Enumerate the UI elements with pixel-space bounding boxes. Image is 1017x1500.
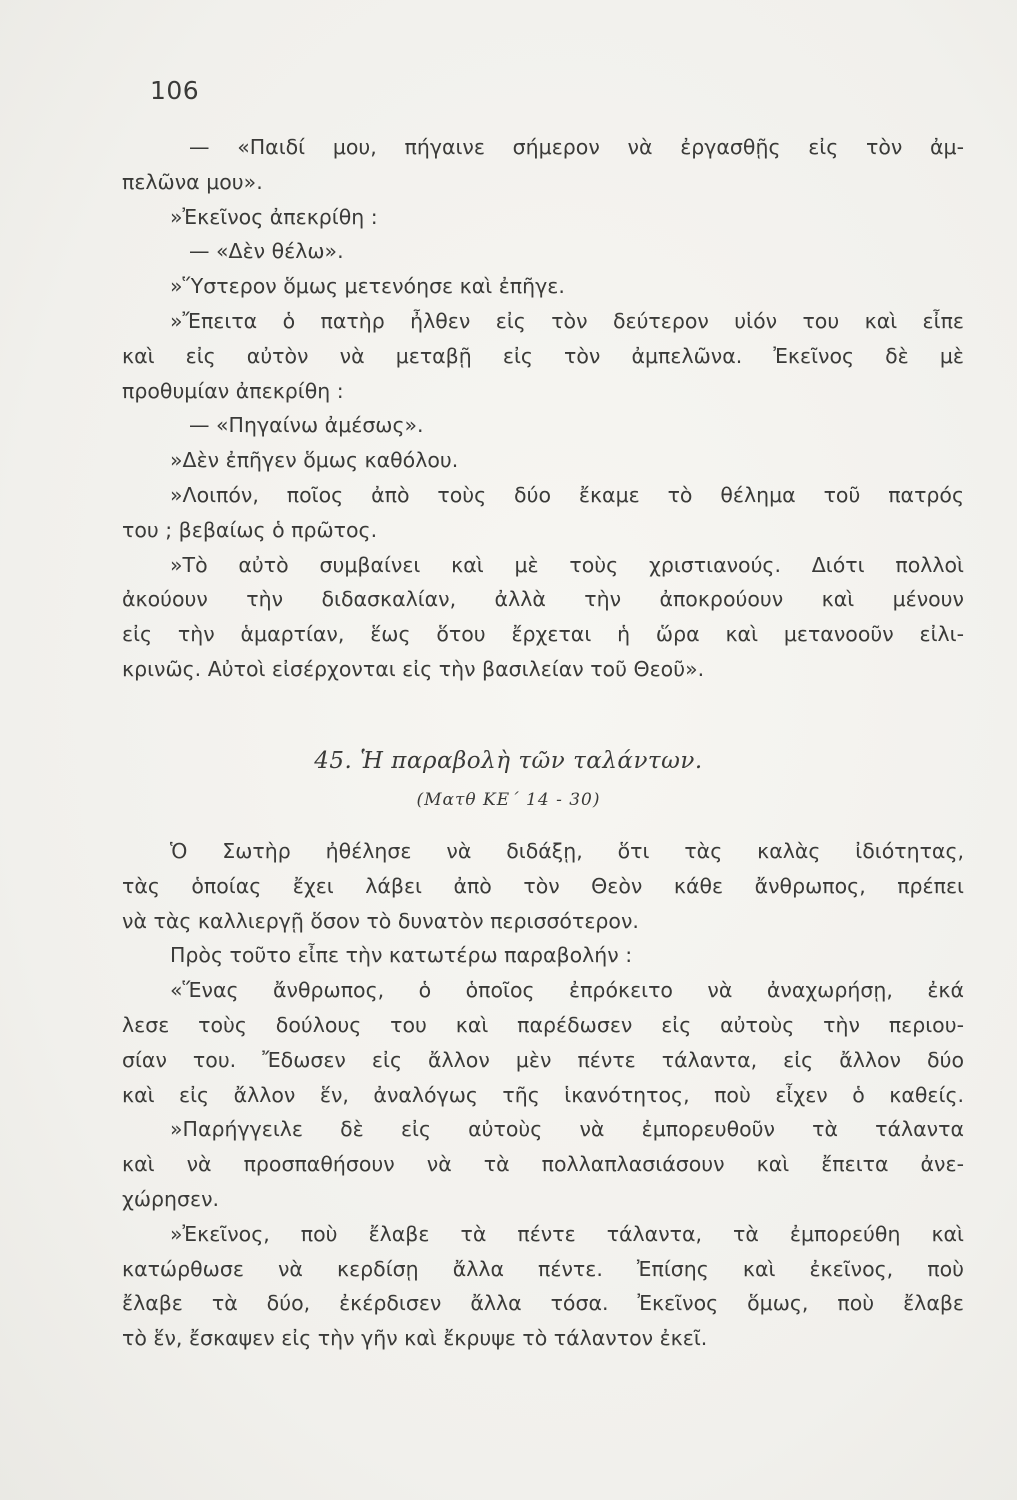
page-number: 106 — [150, 76, 200, 105]
text-line: »Ἔπειτα ὁ πατὴρ ἦλθεν εἰς τὸν δεύτερον υἱόν του καὶ εἶπε — [170, 308, 964, 333]
text-line: εἰς τὴν ἁμαρτίαν, ἕως ὅτου ἔρχεται ἡ ὥρα καὶ μετανοοῦν εἰλι- — [122, 622, 964, 647]
text-line: »Ἐκεῖνος ἀπεκρίθη : — [170, 204, 378, 229]
text-line: καὶ εἰς αὐτὸν νὰ μεταβῇ εἰς τὸν ἀμπελῶνα. Ἐκεῖνος δὲ μὲ — [122, 343, 964, 368]
text-line: νὰ τὰς καλλιεργῇ ὅσον τὸ δυνατὸν περισσότερον. — [122, 908, 639, 933]
text-line: λεσε τοὺς δούλους του καὶ παρέδωσεν εἰς αὐτοὺς τὴν περιου- — [122, 1012, 964, 1037]
text-line: σίαν του. Ἔδωσεν εἰς ἄλλον μὲν πέντε τάλαντα, εἰς ἄλλον δύο — [122, 1047, 964, 1072]
text-line: — «Δὲν θέλω». — [189, 239, 344, 264]
text-line: — «Πηγαίνω ἀμέσως». — [189, 413, 424, 438]
text-line: Ὁ Σωτὴρ ἠθέλησε νὰ διδάξῃ, ὅτι τὰς καλὰς ἰδιότητας, — [170, 839, 964, 863]
text-line: ἔλαβε τὰ δύο, ἐκέρδισεν ἄλλα τόσα. Ἐκεῖνος ὅμως, ποὺ ἔλαβε — [122, 1291, 964, 1316]
section-title: 45. Ἡ παραβολὴ τῶν ταλάντων. — [314, 748, 703, 774]
text-line: »Τὸ αὐτὸ συμβαίνει καὶ μὲ τοὺς χριστιανούς. Διότι πολλοὶ — [170, 552, 964, 577]
text-line: τὸ ἕν, ἔσκαψεν εἰς τὴν γῆν καὶ ἔκρυψε τὸ τάλαντον ἐκεῖ. — [122, 1326, 708, 1351]
text-line: »Λοιπόν, ποῖος ἀπὸ τοὺς δύο ἔκαμε τὸ θέλημα τοῦ πατρός — [170, 482, 964, 507]
text-block-part2 — [122, 834, 964, 1356]
text-line: — «Παιδί μου, πήγαινε σήμερον νὰ ἐργασθῇς εἰς τὸν ἀμ- — [189, 135, 964, 159]
text-line: ἀκούουν τὴν διδασκαλίαν, ἀλλὰ τὴν ἀποκρούουν καὶ μένουν — [122, 587, 964, 612]
text-line: καὶ εἰς ἄλλον ἕν, ἀναλόγως τῆς ἱκανότητος, ποὺ εἶχεν ὁ καθείς. — [122, 1082, 964, 1107]
text-line: κρινῶς. Αὐτοὶ εἰσέρχονται εἰς τὴν βασιλείαν τοῦ Θεοῦ». — [122, 656, 705, 681]
text-line: «Ἕνας ἄνθρωπος, ὁ ὁποῖος ἐπρόκειτο νὰ ἀναχωρήσῃ, ἐκά — [170, 978, 964, 1003]
text-line: »Δὲν ἐπῆγεν ὅμως καθόλου. — [170, 448, 459, 473]
text-line: καὶ νὰ προσπαθήσουν νὰ τὰ πολλαπλασιάσουν καὶ ἔπειτα ἀνε- — [122, 1152, 964, 1177]
text-line: »Παρήγγειλε δὲ εἰς αὐτοὺς νὰ ἐμπορευθοῦν τὰ τάλαντα — [170, 1117, 964, 1142]
text-line: κατώρθωσε νὰ κερδίσῃ ἄλλα πέντε. Ἐπίσης καὶ ἐκεῖνος, ποὺ — [122, 1256, 964, 1281]
text-line: »Ἐκεῖνος, ποὺ ἔλαβε τὰ πέντε τάλαντα, τὰ ἐμπορεύθη καὶ — [170, 1221, 964, 1246]
text-line: του ; βεβαίως ὁ πρῶτος. — [122, 517, 378, 542]
text-line: τὰς ὁποίας ἔχει λάβει ἀπὸ τὸν Θεὸν κάθε ἄνθρωπος, πρέπει — [122, 873, 964, 898]
text-line: Πρὸς τοῦτο εἶπε τὴν κατωτέρω παραβολήν : — [170, 943, 633, 968]
text-line: πελῶνα μου». — [122, 169, 263, 194]
text-line: »Ὕστερον ὅμως μετενόησε καὶ ἐπῆγε. — [170, 274, 565, 299]
text-line: προθυμίαν ἀπεκρίθη : — [122, 378, 344, 403]
text-line: χώρησεν. — [122, 1186, 220, 1211]
text-block-part1 — [122, 130, 964, 687]
section-reference: (Ματθ ΚΕ΄ 14 - 30) — [416, 790, 601, 810]
